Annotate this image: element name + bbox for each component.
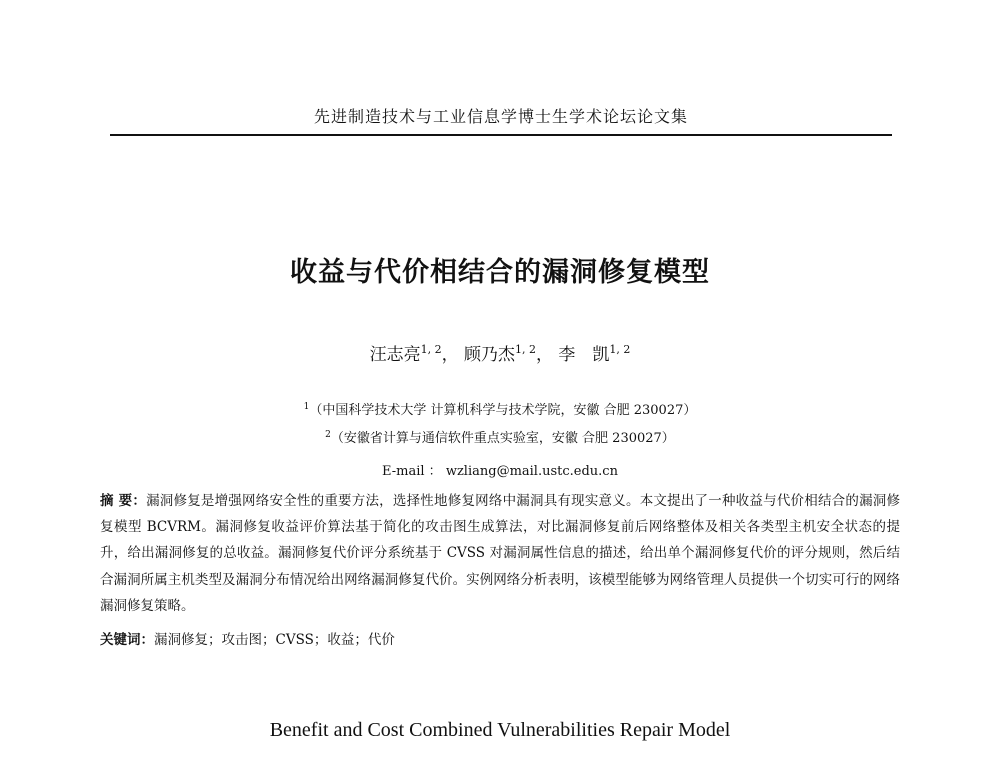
affiliation-2 xyxy=(0,427,1000,446)
author-name: 李 凯 xyxy=(558,345,610,365)
affiliation-mark: 1 xyxy=(303,402,310,412)
author-affiliation-mark: 1, 2 xyxy=(515,343,536,356)
affiliation-1 xyxy=(0,399,1000,418)
abstract xyxy=(100,488,900,619)
author-affiliation-mark: 1, 2 xyxy=(609,343,631,356)
author-name: 顾乃杰 xyxy=(464,345,515,365)
author-name: 汪志亮 xyxy=(369,345,421,365)
author-separator: ， xyxy=(441,345,459,365)
email-address: wzliang@mail.ustc.edu.cn xyxy=(445,464,618,479)
author-separator: ， xyxy=(536,345,553,365)
keywords-label: 关键词： xyxy=(100,632,154,648)
header-rule xyxy=(110,134,892,136)
abstract-label: 摘 要： xyxy=(100,493,147,509)
email-label: E-mail ： xyxy=(382,464,442,479)
running-header: 先进制造技术与工业信息学博士生学术论坛论文集 xyxy=(313,107,688,126)
paper-title-en: Benefit and Cost Combined Vulnerabilities Repair Model xyxy=(269,719,731,741)
abstract-text: 漏洞修复是增强网络安全性的重要方法，选择性地修复网络中漏洞具有现实意义。本文提出了一种收益与代价相结合的漏洞修复模型 BCVRM。漏洞修复收益评价算法基于简化的攻击图生成算法，对比漏洞修复前后网络整体及相关各类型主机安全状态的提升，给出漏洞修复的总收益。漏洞修复代价评分系统基于 CVSS 对漏洞属性信息的描述，给出单个漏洞修复代价的评分规则，然后结合漏洞所属主机类型及漏洞分布情况给出网络漏洞修复代价。实例网络分析表明，该模型能够为网络管理人员提供一个切实可行的网络漏洞修复策略。 xyxy=(100,493,901,614)
keywords xyxy=(100,628,900,648)
affiliation-text: （中国科学技术大学 计算机科学与技术学院，安徽 合肥 230027） xyxy=(309,403,697,418)
affiliation-text: （安徽省计算与通信软件重点实验室，安徽 合肥 230027） xyxy=(330,431,675,446)
email-line xyxy=(0,460,1000,479)
paper-title-zh: 收益与代价相结合的漏洞修复模型 xyxy=(290,257,710,288)
affiliation-mark: 2 xyxy=(325,430,331,440)
keywords-text: 漏洞修复；攻击图；CVSS；收益；代价 xyxy=(154,632,395,648)
author-affiliation-mark: 1, 2 xyxy=(420,343,442,356)
author-list xyxy=(0,340,1000,365)
